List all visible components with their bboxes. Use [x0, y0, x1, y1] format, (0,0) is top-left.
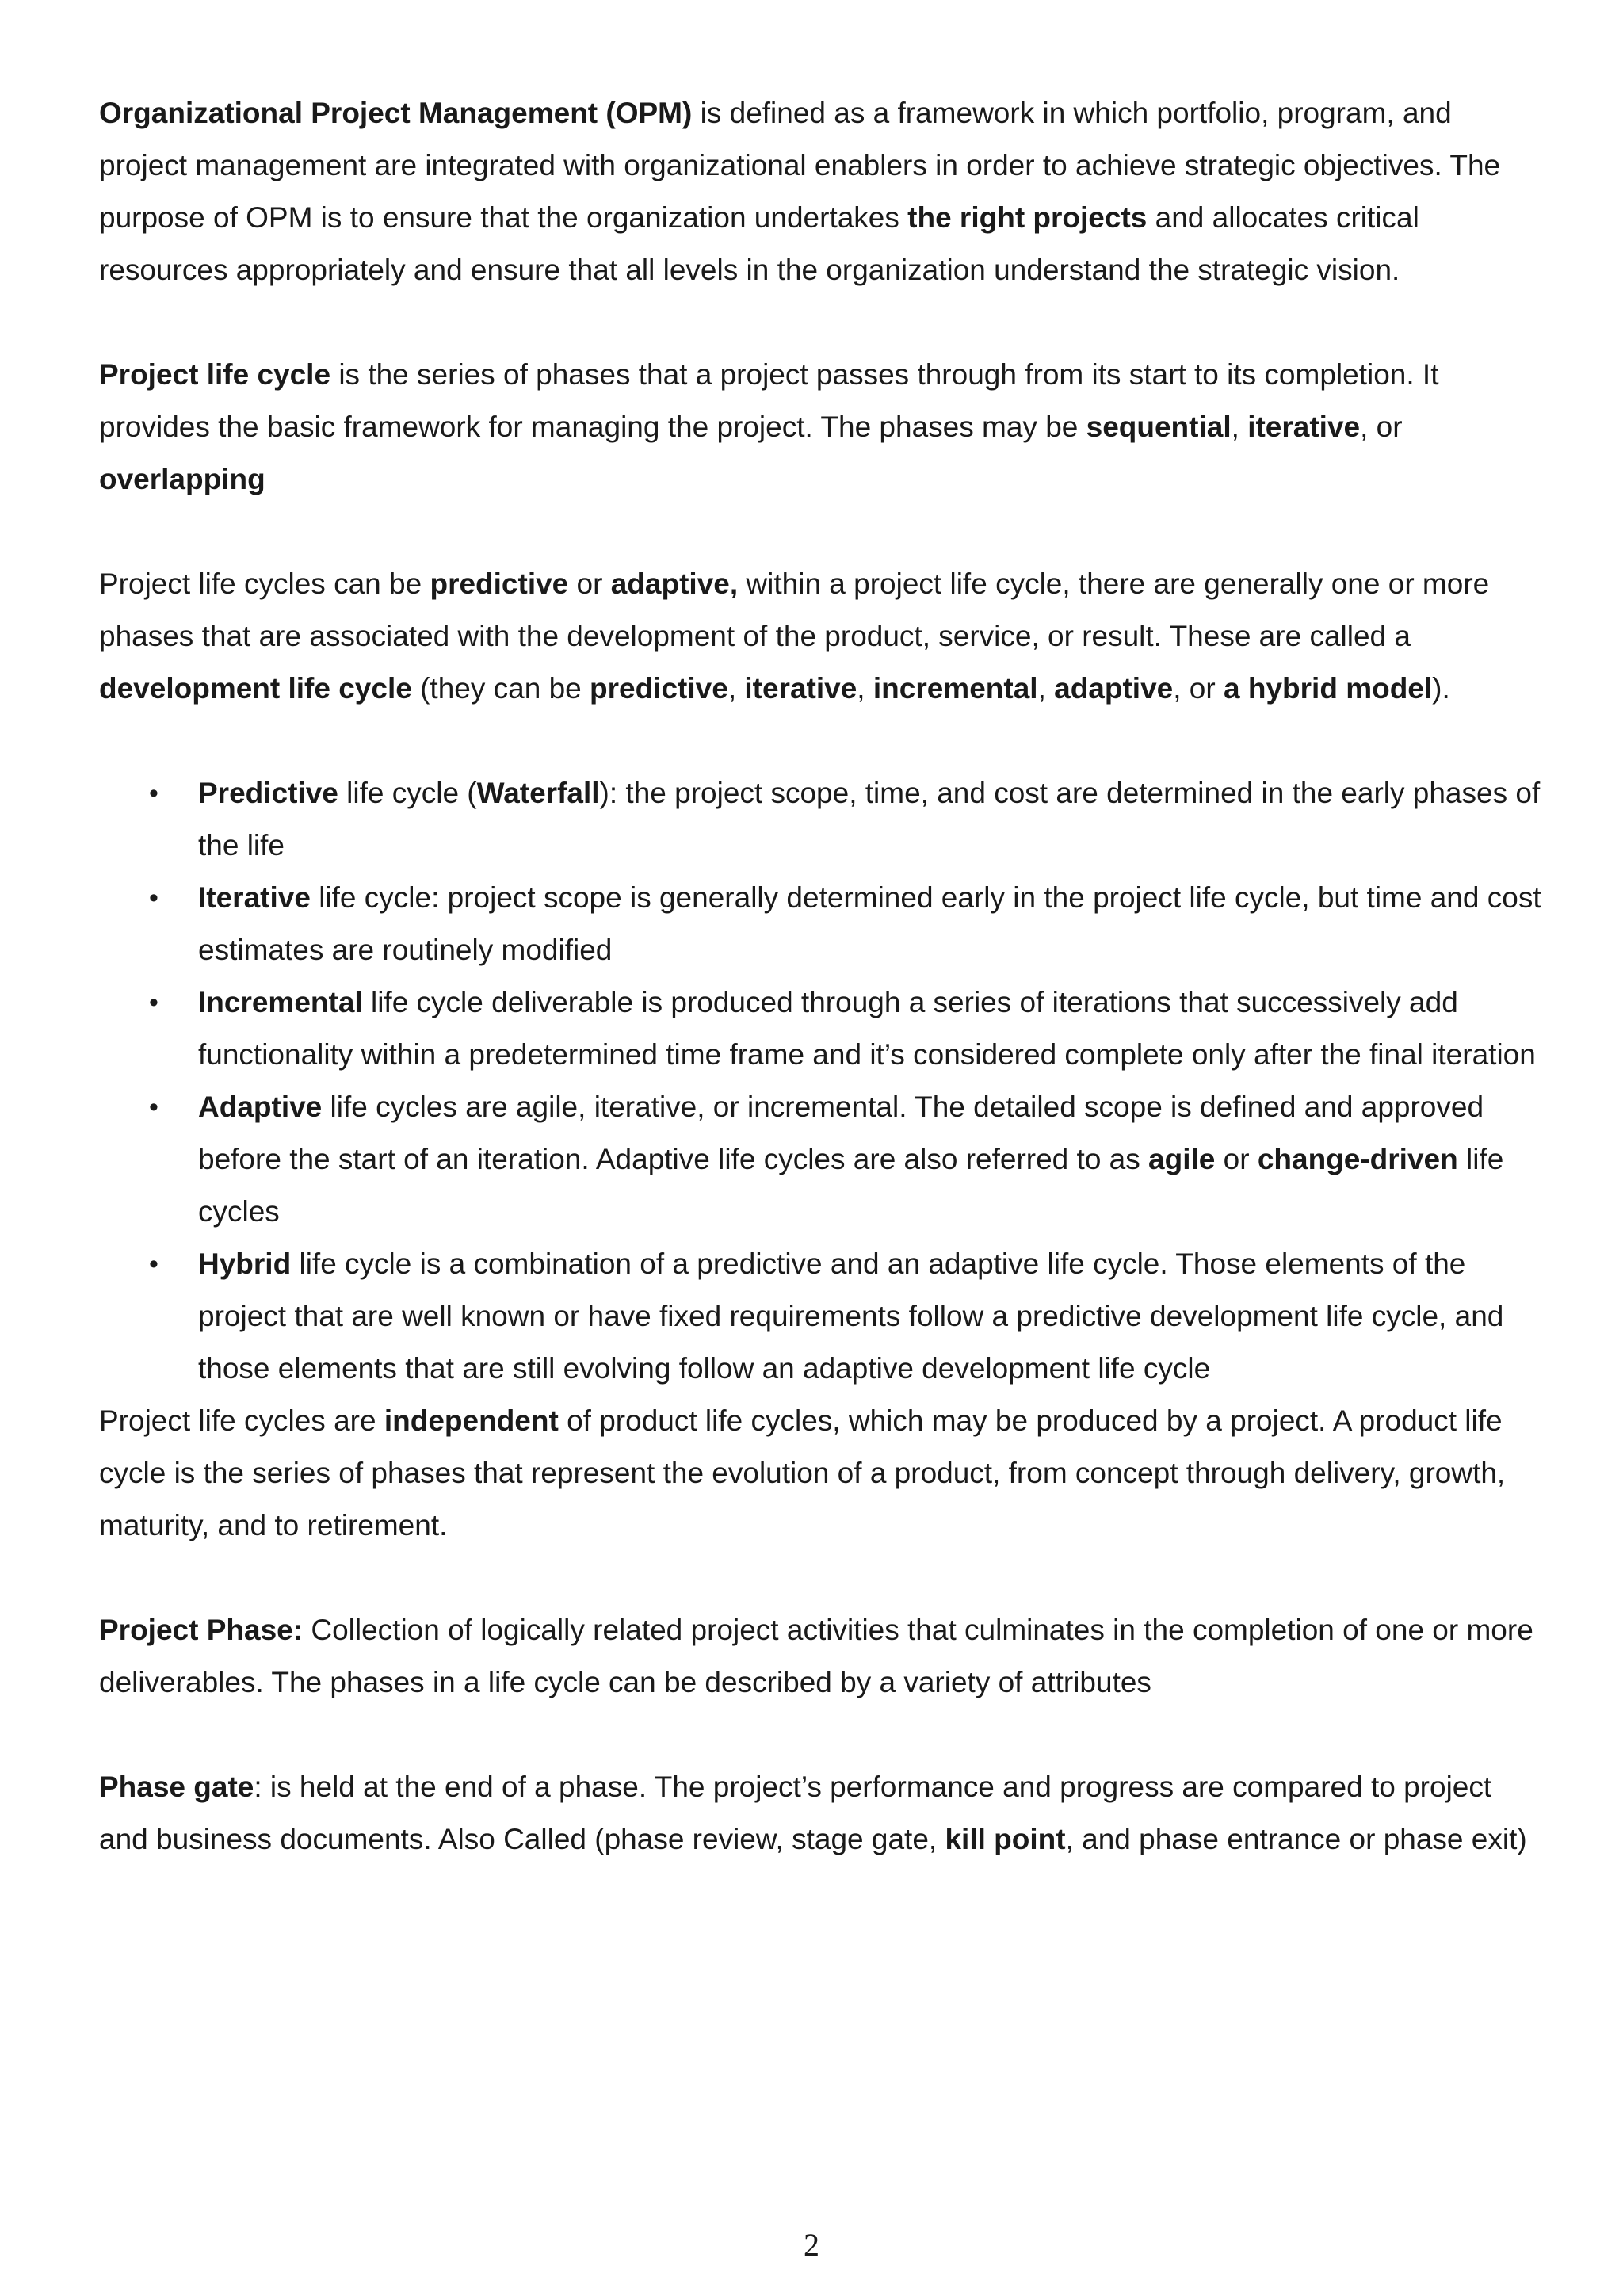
document-page	[99, 87, 1541, 1866]
list-item-iterative	[149, 872, 1541, 976]
bold-term: Phase gate	[99, 1771, 254, 1803]
paragraph-project-life-cycle	[99, 349, 1541, 506]
text-run: life cycles	[198, 1143, 1504, 1228]
text-run: is the series of phases that a project passes through from its start to its completion. It provides the basic framework for managing the project. The phases may be	[99, 358, 1439, 443]
bold-term: kill point	[945, 1823, 1066, 1855]
text-run: ,	[727, 672, 745, 705]
bold-term: Incremental	[198, 986, 363, 1018]
text-run: Collection of logically related project activities that culminates in the completion of one or more deliverables. The phases in a life cycle can be described by a variety of attributes	[99, 1614, 1533, 1698]
bold-term: Adaptive	[198, 1091, 323, 1123]
text-run: , and phase entrance or phase exit)	[1065, 1823, 1527, 1855]
paragraph-phase-gate	[99, 1761, 1541, 1866]
bold-term: agile	[1148, 1143, 1216, 1175]
text-run: life cycle (	[338, 777, 477, 809]
text-run: life cycle is a combination of a predictive and an adaptive life cycle. Those elements of the project that are well known or have fixed requirements follow a predictive development life cycle, and those elements that are still evolving follow an adaptive development life cycle	[198, 1247, 1504, 1385]
bold-term: independent	[384, 1404, 559, 1437]
life-cycle-types-list	[99, 767, 1541, 1395]
text-run: and allocates critical resources appropriately and ensure that all levels in the organization understand the strategic vision.	[99, 201, 1419, 286]
bold-term: the right projects	[907, 201, 1148, 234]
bold-term: incremental	[873, 672, 1038, 705]
text-run: life cycle: project scope is generally determined early in the project life cycle, but time and cost estimates are routinely modified	[198, 881, 1541, 966]
text-run: , or	[1360, 411, 1403, 443]
bold-term: adaptive,	[610, 567, 739, 600]
text-run: ).	[1432, 672, 1450, 705]
bold-term: change-driven	[1257, 1143, 1458, 1175]
text-run: of product life cycles, which may be produced by a project. A product life cycle is the series of phases that represent the evolution of a product, from concept through delivery, growth, maturity, and to retirement.	[99, 1404, 1506, 1541]
bold-term: Project life cycle	[99, 358, 331, 391]
paragraph-predictive-adaptive	[99, 558, 1541, 715]
text-run: ,	[1231, 411, 1248, 443]
text-run: within a project life cycle, there are generally one or more phases that are associated with the development of the product, service, or result. These are called a	[99, 567, 1490, 652]
bold-term: iterative	[1247, 411, 1361, 443]
list-item-adaptive	[149, 1081, 1541, 1238]
text-run: ): the project scope, time, and cost are determined in the early phases of the life	[198, 777, 1541, 861]
bold-term: Project Phase:	[99, 1614, 304, 1646]
paragraph-project-phase	[99, 1604, 1541, 1709]
text-run: : is held at the end of a phase. The project’s performance and progress are compared to project and business documents. Also Called (phase review, stage gate,	[99, 1771, 1492, 1855]
bullet-icon: •	[149, 1249, 158, 1279]
bold-term: Organizational Project Management (OPM)	[99, 97, 693, 129]
text-run: ,	[857, 672, 873, 705]
text-run: ,	[1037, 672, 1055, 705]
text-run: (they can be	[411, 672, 590, 705]
bold-term: adaptive	[1054, 672, 1174, 705]
bullet-icon: •	[149, 1092, 158, 1122]
bold-term: Hybrid	[198, 1247, 292, 1280]
bold-term: overlapping	[99, 463, 265, 495]
bullet-icon: •	[149, 988, 158, 1018]
paragraph-independent	[99, 1395, 1541, 1552]
text-run: , or	[1173, 672, 1224, 705]
text-run: or	[568, 567, 611, 600]
bold-term: iterative	[744, 672, 857, 705]
bold-term: Iterative	[198, 881, 311, 914]
bullet-icon: •	[149, 883, 158, 913]
paragraph-opm	[99, 87, 1541, 296]
list-item-hybrid	[149, 1238, 1541, 1395]
text-run: life cycles are agile, iterative, or incremental. The detailed scope is defined and approved before the start of an iteration. Adaptive life cycles are also referred to as	[198, 1091, 1484, 1175]
bold-term: sequential	[1086, 411, 1232, 443]
bold-term: Waterfall	[476, 777, 600, 809]
text-run: is defined as a framework in which portfolio, program, and project management are integrated with organizational enablers in order to achieve strategic objectives. The purpose of OPM is to ensure that the organization undertakes	[99, 97, 1501, 234]
text-run: Project life cycles can be	[99, 567, 430, 600]
bullet-icon: •	[149, 778, 158, 808]
list-item-predictive	[149, 767, 1541, 872]
bold-term: development life cycle	[99, 672, 412, 705]
page-number: 2	[804, 2227, 819, 2263]
bold-term: predictive	[430, 567, 569, 600]
list-item-incremental	[149, 976, 1541, 1081]
text-run: or	[1215, 1143, 1258, 1175]
text-run: Project life cycles are	[99, 1404, 384, 1437]
text-run: life cycle deliverable is produced through a series of iterations that successively add functionality within a predetermined time frame and it’s considered complete only after the final iteration	[198, 986, 1536, 1071]
bold-term: predictive	[590, 672, 728, 705]
bold-term: a hybrid model	[1224, 672, 1433, 705]
bold-term: Predictive	[198, 777, 338, 809]
